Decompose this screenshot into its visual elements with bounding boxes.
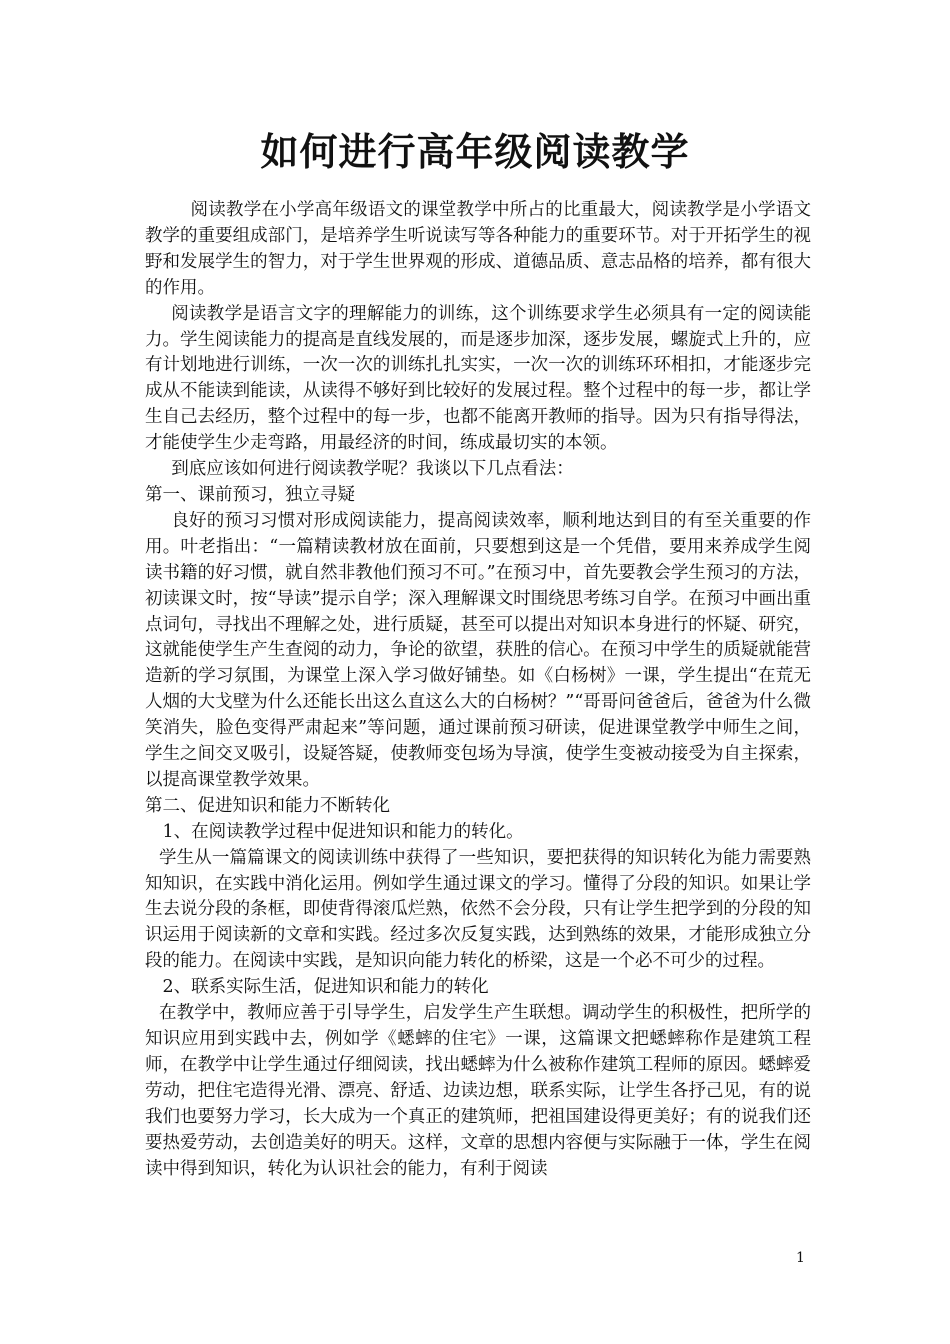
subheading-1: 1、在阅读教学过程中促进知识和能力的转化。 [162, 821, 524, 842]
paragraph-question: 到底应该如何进行阅读教学呢？我谈以下几点看法： [171, 459, 574, 480]
paragraph-real-life: 在教学中，教师应善于引导学生，启发学生产生联想。调动学生的积极性，把所学的知识应用到实践中去，例如学《蟋蟀的住宅》一课，这篇课文把蟋蟀称作是建筑工程师，在教学中让学生通过仔细阅读，找出蟋蟀为什么被称作建筑工程师的原因。蟋蟀爱劳动，把住宅造得光滑、漂亮、舒适、边读边想，联系实际，让学生各抒己见，有的说我们也要努力学习，长大成为一个真正的建筑师，把祖国建设得更美好；有的说我们还要热爱劳动，去创造美好的明天。这样，文章的思想内容便与实际融于一体，学生在阅读中得到知识，转化为认识社会的能力，有利于阅读 [145, 1003, 811, 1179]
section-heading-1: 第一、课前预习，独立寻疑 [145, 484, 355, 505]
document-title: 如何进行高年级阅读教学 [260, 129, 690, 174]
subheading-2: 2、联系实际生活，促进知识和能力的转化 [162, 977, 489, 998]
section-heading-2: 第二、促进知识和能力不断转化 [145, 795, 390, 816]
page-number: 1 [796, 1250, 805, 1266]
paragraph-knowledge-transfer: 学生从一篇篇课文的阅读训练中获得了一些知识，要把获得的知识转化为能力需要熟知知识，在实践中消化运用。例如学生通过课文的学习。懂得了分段的知识。如果让学生去说分段的条框，即使背得滚瓜烂熟，依然不会分段，只有让学生把学到的分段的知识运用于阅读新的文章和实践。经过多次反复实践，达到熟练的效果，才能形成独立分段的能力。在阅读中实践，是知识向能力转化的桥梁，这是一个必不可少的过程。 [145, 847, 811, 972]
paragraph-reading-ability: 阅读教学是语言文字的理解能力的训练，这个训练要求学生必须具有一定的阅读能力。学生阅读能力的提高是直线发展的，而是逐步加深，逐步发展，螺旋式上升的，应有计划地进行训练，一次一次的训练扎扎实实，一次一次的训练环环相扣，才能逐步完成从不能读到能读，从读得不够好到比较好的发展过程。整个过程中的每一步，都让学生自己去经历，整个过程中的每一步，也都不能离开教师的指导。因为只有指导得法，才能使学生少走弯路，用最经济的时间，练成最切实的本领。 [145, 303, 811, 454]
paragraph-intro: 阅读教学在小学高年级语文的课堂教学中所占的比重最大，阅读教学是小学语文教学的重要组成部门，是培养学生听说读写等各种能力的重要环节。对于开拓学生的视野和发展学生的智力，对于学生世界观的形成、道德品质、意志品格的培养，都有很大的作用。 [145, 200, 811, 298]
document-body [145, 198, 811, 1182]
paragraph-preview: 良好的预习习惯对形成阅读能力，提高阅读效率，顺利地达到目的有至关重要的作用。叶老指出：“一篇精读教材放在面前，只要想到这是一个凭借，要用来养成学生阅读书籍的好习惯，就自然非教他们预习不可。”在预习中，首先要教会学生预习的方法，初读课文时，按“导读”提示自学；深入理解课文时围绕思考练习自学。在预习中画出重点词句，寻找出不理解之处，进行质疑，甚至可以提出对知识本身进行的怀疑、研究，这就能使学生产生查阅的动力，争论的欲望，获胜的信心。在预习中学生的质疑就能营造新的学习氛围，为课堂上深入学习做好铺垫。如《白杨树》一课，学生提出“在荒无人烟的大戈壁为什么还能长出这么直这么大的白杨树？”“哥哥问爸爸后，爸爸为什么微笑消失，脸色变得严肃起来”等问题，通过课前预习研读，促进课堂教学中师生之间，学生之间交叉吸引，设疑答疑，使教师变包场为导演，使学生变被动接受为自主探索，以提高课堂教学效果。 [145, 510, 811, 790]
